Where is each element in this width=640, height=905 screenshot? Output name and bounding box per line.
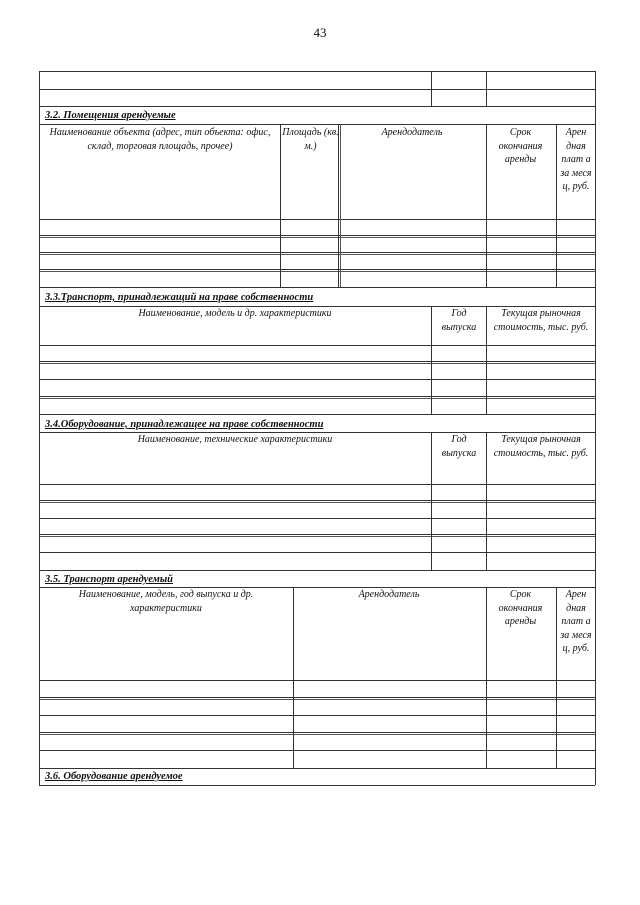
table-rule — [39, 570, 595, 571]
table-rule — [39, 715, 595, 716]
header-market-value: Текущая рыночная стоимость, тыс. руб. — [493, 308, 589, 333]
column-divider — [556, 124, 557, 287]
table-border-left — [39, 71, 40, 785]
column-divider — [338, 124, 339, 287]
column-divider — [280, 124, 281, 287]
table-rule — [39, 396, 595, 397]
column-divider — [486, 432, 487, 570]
table-rule — [39, 697, 595, 698]
header-lease-end: Срок окончания аренды — [498, 589, 543, 627]
header-lease-end: Срок окончания аренды — [498, 127, 543, 165]
header-area: Площадь (кв. м.) — [282, 127, 339, 152]
section-title-3-3: 3.3.Транспорт, принадлежащий на праве собственности — [45, 292, 314, 303]
table-rule — [39, 732, 595, 733]
table-rule — [39, 124, 595, 125]
page-number: 43 — [313, 25, 327, 40]
table-rule — [39, 768, 595, 769]
table-rule — [39, 750, 595, 751]
section-title-3-6: 3.6. Оборудование арендуемое — [45, 771, 183, 782]
table-rule — [39, 252, 595, 253]
header-vehicle-name: Наименование, модель, год выпуска и др. характеристики — [78, 589, 254, 614]
table-rule — [39, 219, 595, 220]
table-rule — [39, 287, 595, 288]
header-year: Год выпуска — [441, 434, 477, 459]
header-year: Год выпуска — [441, 308, 477, 333]
column-divider — [431, 432, 432, 570]
header-lessor: Арендодатель — [381, 127, 443, 138]
header-object-name: Наименование объекта (адрес, тип объекта: офис, склад, торговая площадь, прочее) — [49, 127, 271, 152]
table-rule — [39, 106, 595, 107]
column-divider — [293, 587, 294, 768]
header-equipment-name: Наименование, технические характеристики — [137, 434, 333, 445]
table-rule — [39, 379, 595, 380]
column-divider — [431, 71, 432, 106]
column-divider — [486, 587, 487, 768]
section-title-3-2: 3.2. Помещения арендуемые — [45, 110, 176, 121]
column-divider — [431, 306, 432, 414]
column-divider — [486, 124, 487, 287]
column-divider — [486, 306, 487, 414]
table-rule — [39, 680, 595, 681]
table-rule — [39, 235, 595, 236]
table-rule — [39, 71, 595, 72]
table-rule — [39, 500, 595, 501]
table-rule — [39, 534, 595, 535]
table-rule — [39, 518, 595, 519]
table-rule — [39, 552, 595, 553]
table-rule — [39, 785, 595, 786]
table-rule — [39, 414, 595, 415]
header-monthly-rent: Арен дная плат а за меся ц, руб. — [560, 589, 592, 654]
table-rule — [39, 345, 595, 346]
section-title-3-5: 3.5. Транспорт арендуемый — [45, 574, 173, 585]
table-rule — [39, 269, 595, 270]
column-divider — [486, 71, 487, 106]
header-market-value: Текущая рыночная стоимость, тыс. руб. — [493, 434, 589, 459]
table-rule — [39, 361, 595, 362]
table-rule — [39, 89, 595, 90]
table-rule — [39, 484, 595, 485]
table-border-right — [595, 71, 596, 785]
column-divider — [556, 587, 557, 768]
header-lessor: Арендодатель — [358, 589, 420, 600]
section-title-3-4: 3.4.Оборудование, принадлежащее на праве собственности — [45, 419, 324, 430]
header-monthly-rent: Арен дная плат а за меся ц, руб. — [560, 127, 592, 192]
header-vehicle-name: Наименование, модель и др. характеристики — [138, 308, 332, 319]
